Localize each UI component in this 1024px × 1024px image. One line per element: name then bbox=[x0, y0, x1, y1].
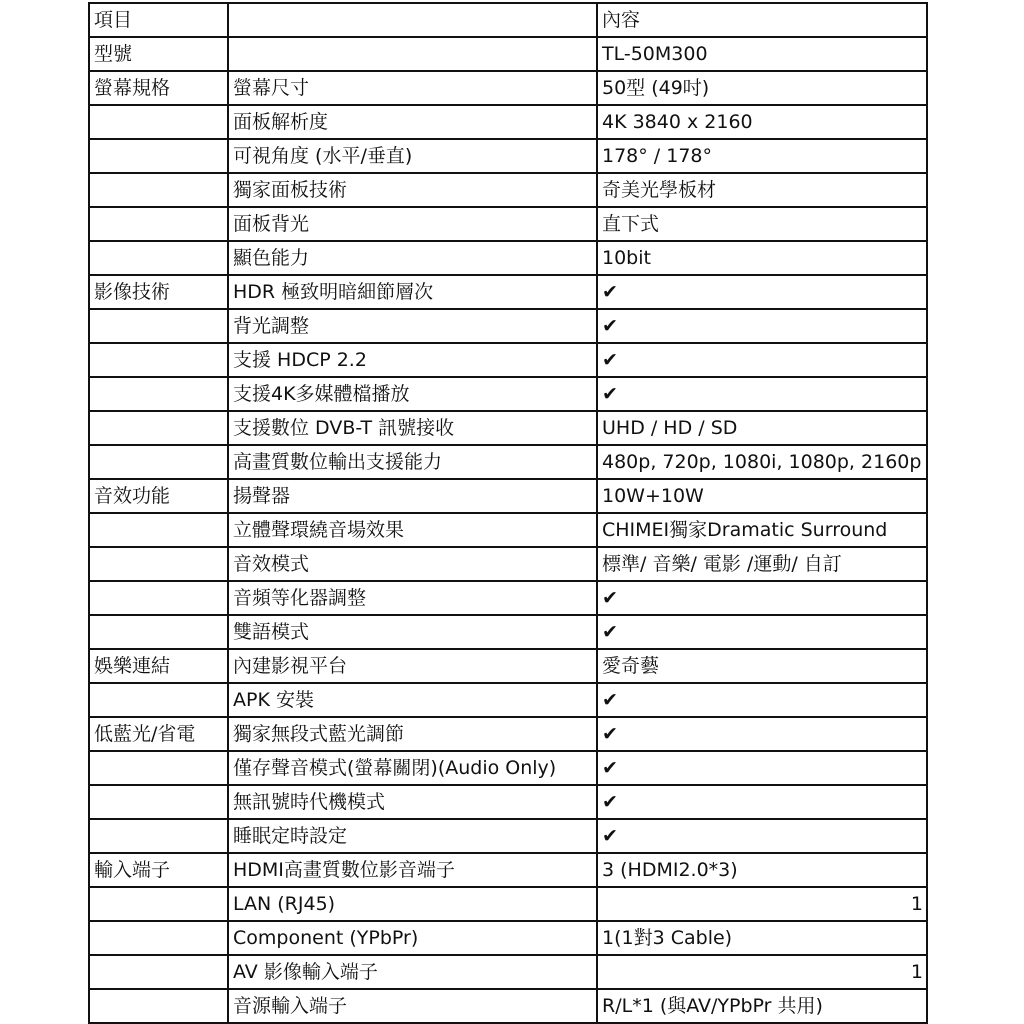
value-cell: ✔ bbox=[597, 615, 927, 649]
value-cell: 50型 (49吋) bbox=[597, 71, 927, 105]
value-cell: 10W+10W bbox=[597, 479, 927, 513]
table-row bbox=[89, 309, 927, 343]
item-cell: 支援4K多媒體檔播放 bbox=[228, 377, 597, 411]
value-cell: CHIMEI獨家Dramatic Surround bbox=[597, 513, 927, 547]
value-cell: 1 bbox=[597, 887, 927, 921]
table-row bbox=[89, 921, 927, 955]
item-cell: 可視角度 (水平/垂直) bbox=[228, 139, 597, 173]
category-cell bbox=[89, 309, 228, 343]
category-cell: 低藍光/省電 bbox=[89, 717, 228, 751]
category-cell bbox=[89, 411, 228, 445]
item-cell: 支援數位 DVB-T 訊號接收 bbox=[228, 411, 597, 445]
table-row bbox=[89, 717, 927, 751]
item-cell: HDR 極致明暗細節層次 bbox=[228, 275, 597, 309]
category-cell: 娛樂連結 bbox=[89, 649, 228, 683]
category-cell: 音效功能 bbox=[89, 479, 228, 513]
category-cell bbox=[89, 989, 228, 1023]
item-cell: 背光調整 bbox=[228, 309, 597, 343]
table-row bbox=[89, 989, 927, 1023]
item-cell: 支援 HDCP 2.2 bbox=[228, 343, 597, 377]
value-cell: 10bit bbox=[597, 241, 927, 275]
table-row bbox=[89, 581, 927, 615]
table-row bbox=[89, 377, 927, 411]
item-cell: 獨家無段式藍光調節 bbox=[228, 717, 597, 751]
item-cell: 雙語模式 bbox=[228, 615, 597, 649]
category-cell bbox=[89, 615, 228, 649]
item-cell: 面板解析度 bbox=[228, 105, 597, 139]
value-cell: ✔ bbox=[597, 819, 927, 853]
value-cell: 內容 bbox=[597, 3, 927, 37]
table-row bbox=[89, 955, 927, 989]
value-cell: TL-50M300 bbox=[597, 37, 927, 71]
table-row bbox=[89, 547, 927, 581]
table-row bbox=[89, 479, 927, 513]
table-row bbox=[89, 785, 927, 819]
value-cell: 標準/ 音樂/ 電影 /運動/ 自訂 bbox=[597, 547, 927, 581]
category-cell bbox=[89, 581, 228, 615]
table-row bbox=[89, 343, 927, 377]
value-cell: UHD / HD / SD bbox=[597, 411, 927, 445]
value-cell: ✔ bbox=[597, 683, 927, 717]
value-cell: ✔ bbox=[597, 309, 927, 343]
category-cell bbox=[89, 343, 228, 377]
value-cell: 直下式 bbox=[597, 207, 927, 241]
category-cell bbox=[89, 139, 228, 173]
value-cell: ✔ bbox=[597, 275, 927, 309]
value-cell: 1(1對3 Cable) bbox=[597, 921, 927, 955]
item-cell: 音效模式 bbox=[228, 547, 597, 581]
category-cell bbox=[89, 173, 228, 207]
table-row bbox=[89, 513, 927, 547]
table-row bbox=[89, 445, 927, 479]
table-row bbox=[89, 139, 927, 173]
item-cell: 音源輸入端子 bbox=[228, 989, 597, 1023]
item-cell: 螢幕尺寸 bbox=[228, 71, 597, 105]
table-row bbox=[89, 3, 927, 37]
category-cell bbox=[89, 921, 228, 955]
item-cell bbox=[228, 37, 597, 71]
item-cell: 音頻等化器調整 bbox=[228, 581, 597, 615]
item-cell: 顯色能力 bbox=[228, 241, 597, 275]
table-row bbox=[89, 649, 927, 683]
category-cell bbox=[89, 887, 228, 921]
value-cell: 奇美光學板材 bbox=[597, 173, 927, 207]
category-cell: 影像技術 bbox=[89, 275, 228, 309]
table-row bbox=[89, 173, 927, 207]
value-cell: 480p, 720p, 1080i, 1080p, 2160p bbox=[597, 445, 927, 479]
item-cell: 無訊號時代機模式 bbox=[228, 785, 597, 819]
table-row bbox=[89, 71, 927, 105]
category-cell: 項目 bbox=[89, 3, 228, 37]
item-cell: 僅存聲音模式(螢幕關閉)(Audio Only) bbox=[228, 751, 597, 785]
item-cell: Component (YPbPr) bbox=[228, 921, 597, 955]
category-cell bbox=[89, 683, 228, 717]
category-cell bbox=[89, 207, 228, 241]
item-cell: HDMI高畫質數位影音端子 bbox=[228, 853, 597, 887]
table-row bbox=[89, 853, 927, 887]
table-row bbox=[89, 751, 927, 785]
item-cell: 睡眠定時設定 bbox=[228, 819, 597, 853]
category-cell bbox=[89, 445, 228, 479]
category-cell bbox=[89, 513, 228, 547]
item-cell: 面板背光 bbox=[228, 207, 597, 241]
value-cell: ✔ bbox=[597, 581, 927, 615]
table-row bbox=[89, 105, 927, 139]
table-row bbox=[89, 819, 927, 853]
value-cell: 178° / 178° bbox=[597, 139, 927, 173]
category-cell bbox=[89, 785, 228, 819]
category-cell bbox=[89, 241, 228, 275]
table-row bbox=[89, 683, 927, 717]
item-cell: 獨家面板技術 bbox=[228, 173, 597, 207]
category-cell: 輸入端子 bbox=[89, 853, 228, 887]
value-cell: R/L*1 (與AV/YPbPr 共用) bbox=[597, 989, 927, 1023]
category-cell: 螢幕規格 bbox=[89, 71, 228, 105]
category-cell bbox=[89, 547, 228, 581]
value-cell: 3 (HDMI2.0*3) bbox=[597, 853, 927, 887]
item-cell: 揚聲器 bbox=[228, 479, 597, 513]
value-cell: 1 bbox=[597, 955, 927, 989]
table-row bbox=[89, 887, 927, 921]
item-cell: 內建影視平台 bbox=[228, 649, 597, 683]
category-cell bbox=[89, 105, 228, 139]
spec-table-body bbox=[89, 3, 927, 1023]
item-cell bbox=[228, 3, 597, 37]
category-cell bbox=[89, 955, 228, 989]
table-row bbox=[89, 275, 927, 309]
value-cell: 愛奇藝 bbox=[597, 649, 927, 683]
item-cell: LAN (RJ45) bbox=[228, 887, 597, 921]
table-row bbox=[89, 207, 927, 241]
value-cell: ✔ bbox=[597, 377, 927, 411]
value-cell: ✔ bbox=[597, 751, 927, 785]
spec-table bbox=[88, 2, 928, 1024]
table-row bbox=[89, 411, 927, 445]
category-cell bbox=[89, 819, 228, 853]
value-cell: ✔ bbox=[597, 717, 927, 751]
value-cell: ✔ bbox=[597, 785, 927, 819]
item-cell: APK 安裝 bbox=[228, 683, 597, 717]
category-cell bbox=[89, 377, 228, 411]
category-cell: 型號 bbox=[89, 37, 228, 71]
table-row bbox=[89, 241, 927, 275]
item-cell: AV 影像輸入端子 bbox=[228, 955, 597, 989]
category-cell bbox=[89, 751, 228, 785]
item-cell: 立體聲環繞音場效果 bbox=[228, 513, 597, 547]
table-row bbox=[89, 615, 927, 649]
value-cell: ✔ bbox=[597, 343, 927, 377]
value-cell: 4K 3840 x 2160 bbox=[597, 105, 927, 139]
item-cell: 高畫質數位輸出支援能力 bbox=[228, 445, 597, 479]
table-row bbox=[89, 37, 927, 71]
